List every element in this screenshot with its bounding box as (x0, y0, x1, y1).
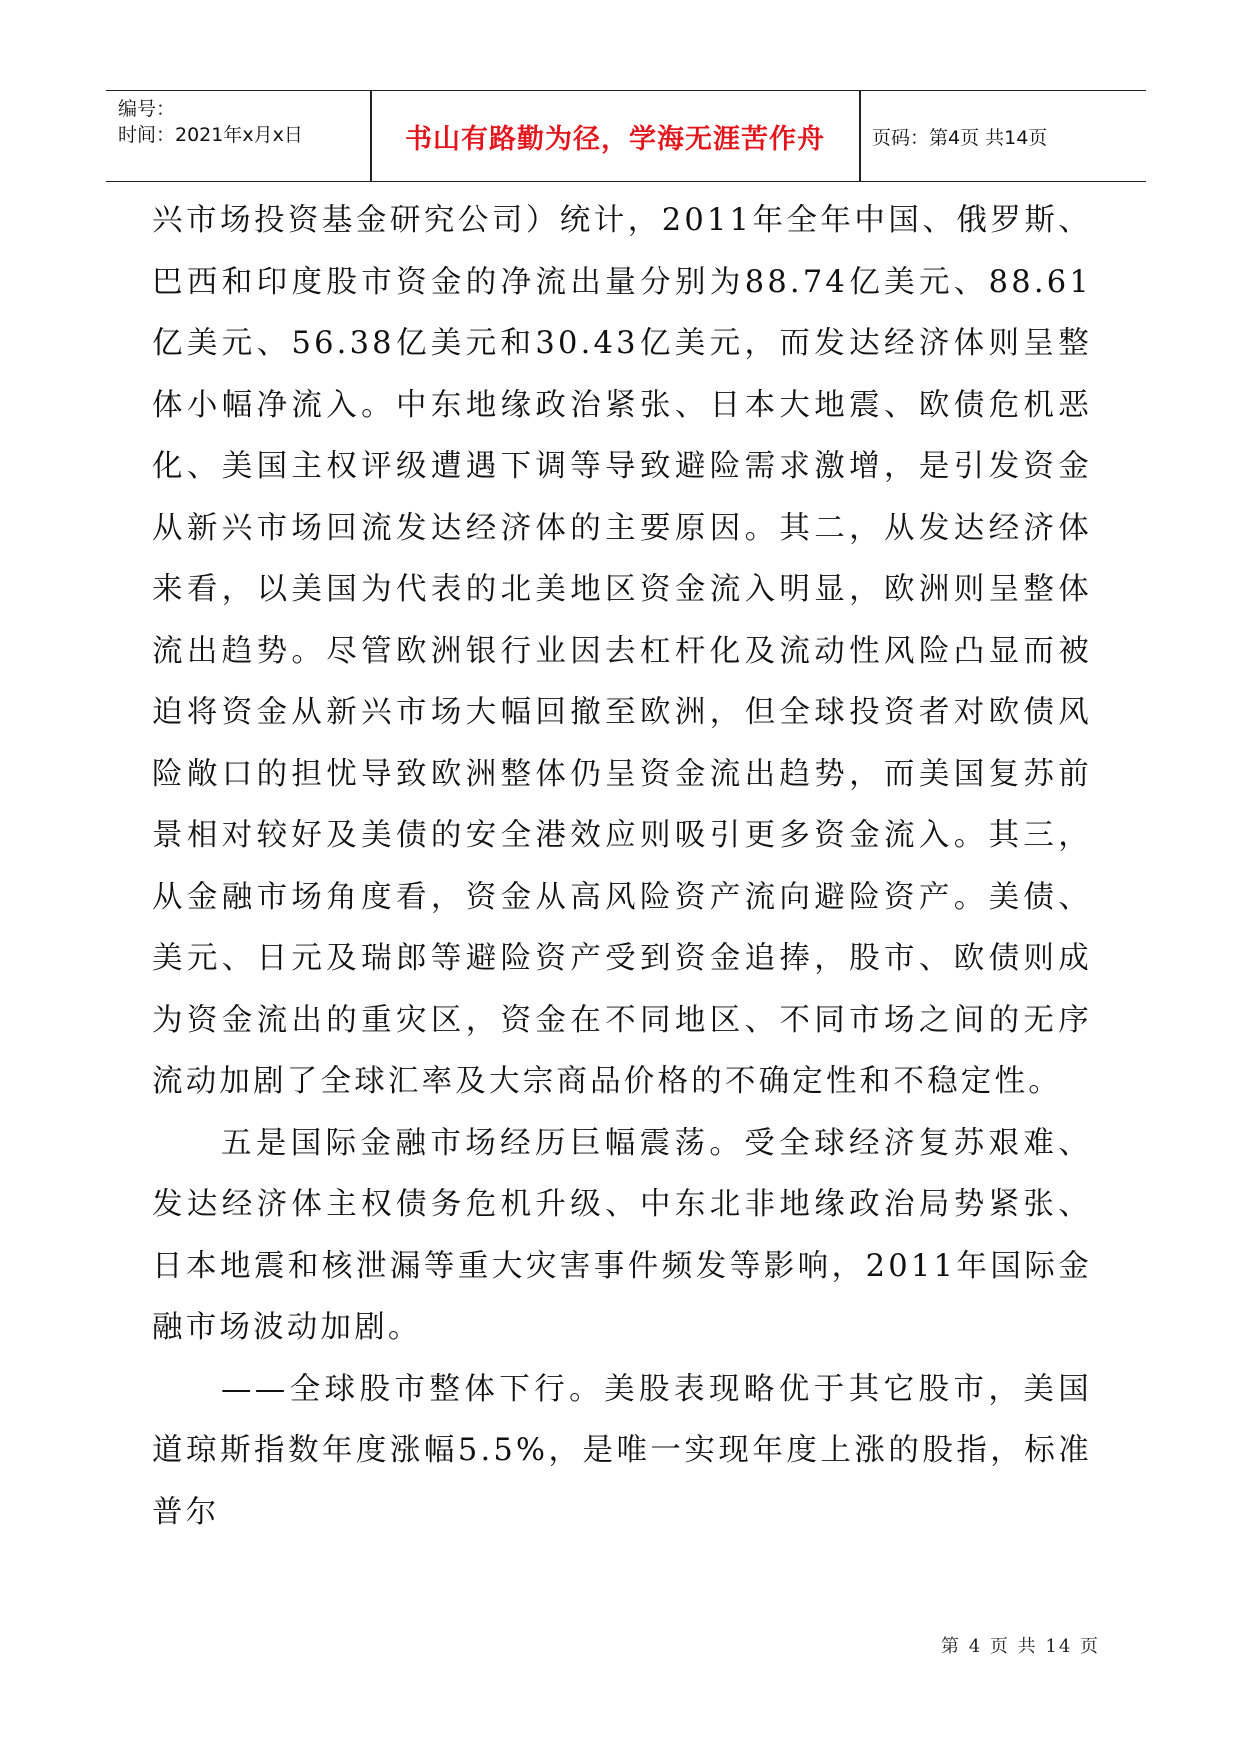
header-meta (106, 91, 370, 181)
document-header (106, 90, 1146, 182)
paragraph: 兴市场投资基金研究公司）统计，2011年全年中国、俄罗斯、巴西和印度股市资金的净流出量分别为88.74亿美元、88.61亿美元、56.38亿美元和30.43亿美元，而发达经济体则呈整体小幅净流入。中东地缘政治紧张、日本大地震、欧债危机恶化、美国主权评级遭遇下调等导致避险需求激增，是引发资金从新兴市场回流发达经济体的主要原因。其二，从发达经济体来看，以美国为代表的北美地区资金流入明显，欧洲则呈整体流出趋势。尽管欧洲银行业因去杠杆化及流动性风险凸显而被迫将资金从新兴市场大幅回撤至欧洲，但全球投资者对欧债风险敞口的担忧导致欧洲整体仍呈资金流出趋势，而美国复苏前景相对较好及美债的安全港效应则吸引更多资金流入。其三，从金融市场角度看，资金从高风险资产流向避险资产。美债、美元、日元及瑞郎等避险资产受到资金追捧，股市、欧债则成为资金流出的重灾区，资金在不同地区、不同市场之间的无序流动加剧了全球汇率及大宗商品价格的不确定性和不稳定性。 (152, 203, 1092, 1099)
header-page-code: 页码：第4页 共14页 (872, 126, 1048, 149)
paragraph: ——全球股市整体下行。美股表现略优于其它股市，美国道琼斯指数年度涨幅5.5%，是唯一实现年度上涨的股指，标准普尔 (152, 1371, 1092, 1530)
page-footer: 第 4 页 共 14 页 (941, 1636, 1100, 1657)
serial-number-label: 编号： (118, 98, 176, 120)
document-body (152, 190, 1092, 1543)
header-divider (859, 91, 861, 181)
time-label: 时间：2021年x月x日 (118, 124, 303, 146)
header-motto: 书山有路勤为径，学海无涯苦作舟 (405, 123, 825, 155)
paragraph: 五是国际金融市场经历巨幅震荡。受全球经济复苏艰难、发达经济体主权债务危机升级、中东北非地缘政治局势紧张、日本地震和核泄漏等重大灾害事件频发等影响，2011年国际金融市场波动加剧。 (152, 1125, 1092, 1345)
